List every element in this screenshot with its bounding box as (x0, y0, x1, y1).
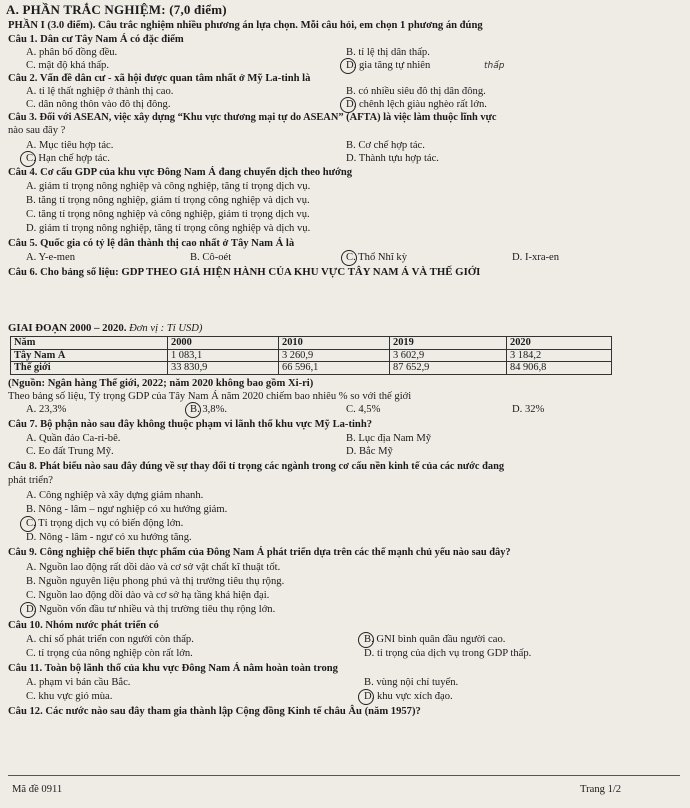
q9-option-d[interactable]: D. Nguồn vốn đầu tư nhiều và thị trường tiêu thụ rộng lớn. (26, 604, 276, 615)
answer-mark (358, 689, 374, 705)
table-cell: 3 184,2 (507, 349, 612, 362)
answer-mark (20, 516, 36, 532)
q4-stem: Câu 4. Cơ cấu GDP của khu vực Đông Nam Á đang chuyển dịch theo hướng (8, 167, 353, 178)
q10-option-c[interactable]: C. tỉ trọng của nông nghiệp còn rất lớn. (26, 648, 193, 659)
q10-option-b[interactable]: B. GNI bình quân đầu người cao. (364, 634, 506, 645)
table-cell: 3 260,9 (279, 349, 390, 362)
q1-option-a[interactable]: A. phân bố đồng đều. (26, 47, 118, 58)
q7-stem: Câu 7. Bộ phận nào sau đây không thuộc phạm vi lãnh thổ khu vực Mỹ La-tinh? (8, 419, 373, 430)
q7-option-d[interactable]: D. Bắc Mỹ (346, 446, 393, 457)
q1-handwritten-note: thấp (484, 61, 505, 71)
table-cell: 3 602,9 (390, 349, 507, 362)
q6-table-subtitle (8, 322, 202, 335)
q2-option-d[interactable]: D. chênh lệch giàu nghèo rất lớn. (346, 99, 487, 110)
q5-option-c[interactable]: C. Thổ Nhĩ kỳ (346, 252, 408, 263)
table-header-row (11, 337, 612, 350)
q3-option-c[interactable]: C. Hạn chế hợp tác. (26, 153, 110, 164)
q9-option-b[interactable]: B. Nguồn nguyên liệu phong phú và thị trường tiêu thụ rộng. (26, 576, 285, 587)
q5-option-a[interactable]: A. Y-e-men (26, 252, 76, 263)
q11-stem: Câu 11. Toàn bộ lãnh thổ của khu vực Đông Nam Á nằm hoàn toàn trong (8, 663, 338, 674)
table-cell: Tây Nam Á (11, 349, 168, 362)
section-a-title: A. PHẦN TRẮC NGHIỆM: (7,0 điểm) (6, 2, 227, 17)
q6-table-title: GDP THEO GIÁ HIỆN HÀNH CỦA KHU VỰC TÂY NAM Á VÀ THẾ GIỚI (121, 266, 481, 278)
q2-option-c[interactable]: C. dân nông thôn vào đô thị đông. (26, 99, 171, 110)
answer-mark (20, 602, 36, 618)
q5-stem: Câu 5. Quốc gia có tỷ lệ dân thành thị cao nhất ở Tây Nam Á là (8, 238, 295, 249)
answer-mark (358, 632, 374, 648)
q3-option-d[interactable]: D. Thành tựu hợp tác. (346, 153, 439, 164)
q3-option-a[interactable]: A. Mục tiêu hợp tác. (26, 140, 114, 151)
answer-mark (340, 97, 356, 113)
q9-option-a[interactable]: A. Nguồn lao động rất dồi dào và cơ sở vật chất kĩ thuật tốt. (26, 562, 281, 573)
table-cell: 66 596,1 (279, 362, 390, 375)
q11-option-b[interactable]: B. vùng nội chí tuyến. (364, 677, 459, 688)
q1-option-d[interactable]: D. gia tăng tự nhiên (346, 60, 431, 71)
q1-option-c[interactable]: C. mật độ khá thấp. (26, 60, 109, 71)
q11-option-a[interactable]: A. phạm vi bán cầu Bắc. (26, 677, 131, 688)
q1-stem: Câu 1. Dân cư Tây Nam Á có đặc điểm (8, 34, 184, 45)
q8-stem-line2: phát triển? (8, 475, 54, 486)
q1-option-b[interactable]: B. tỉ lệ thị dân thấp. (346, 47, 430, 58)
q6-stem-prefix: Câu 6. Cho bảng số liệu: (8, 267, 122, 278)
q6-option-d[interactable]: D. 32% (512, 404, 545, 415)
page-number: Trang 1/2 (580, 784, 622, 795)
answer-mark (185, 402, 201, 418)
table-cell: 33 830,9 (168, 362, 279, 375)
q5-option-b[interactable]: B. Cô-oét (190, 252, 232, 263)
q5-option-d[interactable]: D. I-xra-en (512, 252, 560, 263)
gdp-table (10, 336, 612, 375)
q4-option-b[interactable]: B. tăng tỉ trọng nông nghiệp, giảm tỉ trọng công nghiệp và dịch vụ. (26, 195, 310, 206)
answer-mark (20, 151, 36, 167)
q8-option-a[interactable]: A. Công nghiệp và xây dựng giảm nhanh. (26, 490, 204, 501)
table-header-cell: Năm (11, 337, 168, 350)
q4-option-a[interactable]: A. giảm tỉ trọng nông nghiệp và công nghiệp, tăng tỉ trọng dịch vụ. (26, 181, 311, 192)
q10-stem: Câu 10. Nhóm nước phát triển có (8, 620, 159, 631)
table-header-cell: 2020 (507, 337, 612, 350)
q10-option-d[interactable]: D. tỉ trọng của dịch vụ trong GDP thấp. (364, 648, 532, 659)
q8-option-c[interactable]: C. Tỉ trọng dịch vụ có biến động lớn. (26, 518, 184, 529)
q6-table-period: GIAI ĐOẠN 2000 – 2020. (8, 322, 127, 334)
part1-text: Câu trắc nghiệm nhiều phương án lựa chọn. Mỗi câu hỏi, em chọn 1 phương án đúng (95, 20, 483, 31)
q6-table-unit: Đơn vị : Tỉ USD) (126, 323, 203, 334)
q3-stem-line2: nào sau đây ? (8, 125, 66, 136)
q6-option-c[interactable]: C. 4,5% (346, 404, 381, 415)
answer-mark (340, 58, 356, 74)
q2-stem: Câu 2. Vấn đề dân cư - xã hội được quan tâm nhất ở Mỹ La-tinh là (8, 73, 311, 84)
table-header-cell: 2019 (390, 337, 507, 350)
part1-instruction (8, 20, 483, 32)
q8-stem-line1: Câu 8. Phát biểu nào sau đây đúng về sự thay đổi tỉ trọng các ngành trong cơ cấu nền kinh tế của các nước đang (8, 461, 505, 472)
q8-option-b[interactable]: B. Nông - lâm – ngư nghiệp có xu hướng giảm. (26, 504, 228, 515)
q9-stem: Câu 9. Công nghiệp chế biến thực phẩm của Đông Nam Á phát triển dựa trên các thế mạnh chủ yếu nào sau đây? (8, 547, 511, 558)
q6-question: Theo bảng số liệu, Tỷ trọng GDP của Tây Nam Á năm 2020 chiếm bao nhiêu % so với thế giới (8, 391, 412, 402)
exam-code: Mã đề 0911 (12, 784, 63, 795)
q6-source: (Nguồn: Ngân hàng Thế giới, 2022; năm 2020 không bao gồm Xi-ri) (8, 378, 314, 389)
q6-option-b[interactable]: B. 3,8%. (190, 404, 228, 415)
table-cell: 1 083,1 (168, 349, 279, 362)
table-row (11, 349, 612, 362)
q7-option-a[interactable]: A. Quần đảo Ca-ri-bê. (26, 433, 121, 444)
answer-mark (341, 250, 357, 266)
q10-option-a[interactable]: A. chỉ số phát triển con người còn thấp. (26, 634, 194, 645)
table-row (11, 362, 612, 375)
q2-option-b[interactable]: B. có nhiều siêu đô thị dân đông. (346, 86, 486, 97)
q12-stem: Câu 12. Các nước nào sau đây tham gia thành lập Cộng đồng Kinh tế châu Âu (năm 1957)? (8, 706, 421, 717)
q4-option-d[interactable]: D. giảm tỉ trọng nông nghiệp, tăng tỉ trọng công nghiệp và dịch vụ. (26, 223, 311, 234)
q2-option-a[interactable]: A. tỉ lệ thất nghiệp ở thành thị cao. (26, 86, 174, 97)
q4-option-c[interactable]: C. tăng tỉ trọng nông nghiệp và công nghiệp, giảm tỉ trọng dịch vụ. (26, 209, 310, 220)
q7-option-c[interactable]: C. Eo đất Trung Mỹ. (26, 446, 114, 457)
table-cell: 87 652,9 (390, 362, 507, 375)
q11-option-c[interactable]: C. khu vực gió mùa. (26, 691, 113, 702)
table-cell: 84 906,8 (507, 362, 612, 375)
table-header-cell: 2000 (168, 337, 279, 350)
table-header-cell: 2010 (279, 337, 390, 350)
table-cell: Thế giới (11, 362, 168, 375)
q3-stem-line1: Câu 3. Đối với ASEAN, việc xây dựng “Khu vực thương mại tự do ASEAN” (AFTA) là việc làm thuộc lĩnh vực (8, 112, 497, 123)
q8-option-d[interactable]: D. Nông - lâm - ngư có xu hướng tăng. (26, 532, 192, 543)
q7-option-b[interactable]: B. Lục địa Nam Mỹ (346, 433, 432, 444)
q6-stem (8, 266, 680, 279)
part1-label: PHẦN I (3.0 điểm). (8, 20, 96, 31)
q11-option-d[interactable]: D. khu vực xích đạo. (364, 691, 453, 702)
footer-divider (8, 775, 680, 776)
q9-option-c[interactable]: C. Nguồn lao động dồi dào và cơ sở hạ tầng khá hiện đại. (26, 590, 270, 601)
q3-option-b[interactable]: B. Cơ chế hợp tác. (346, 140, 425, 151)
q6-option-a[interactable]: A. 23,3% (26, 404, 67, 415)
